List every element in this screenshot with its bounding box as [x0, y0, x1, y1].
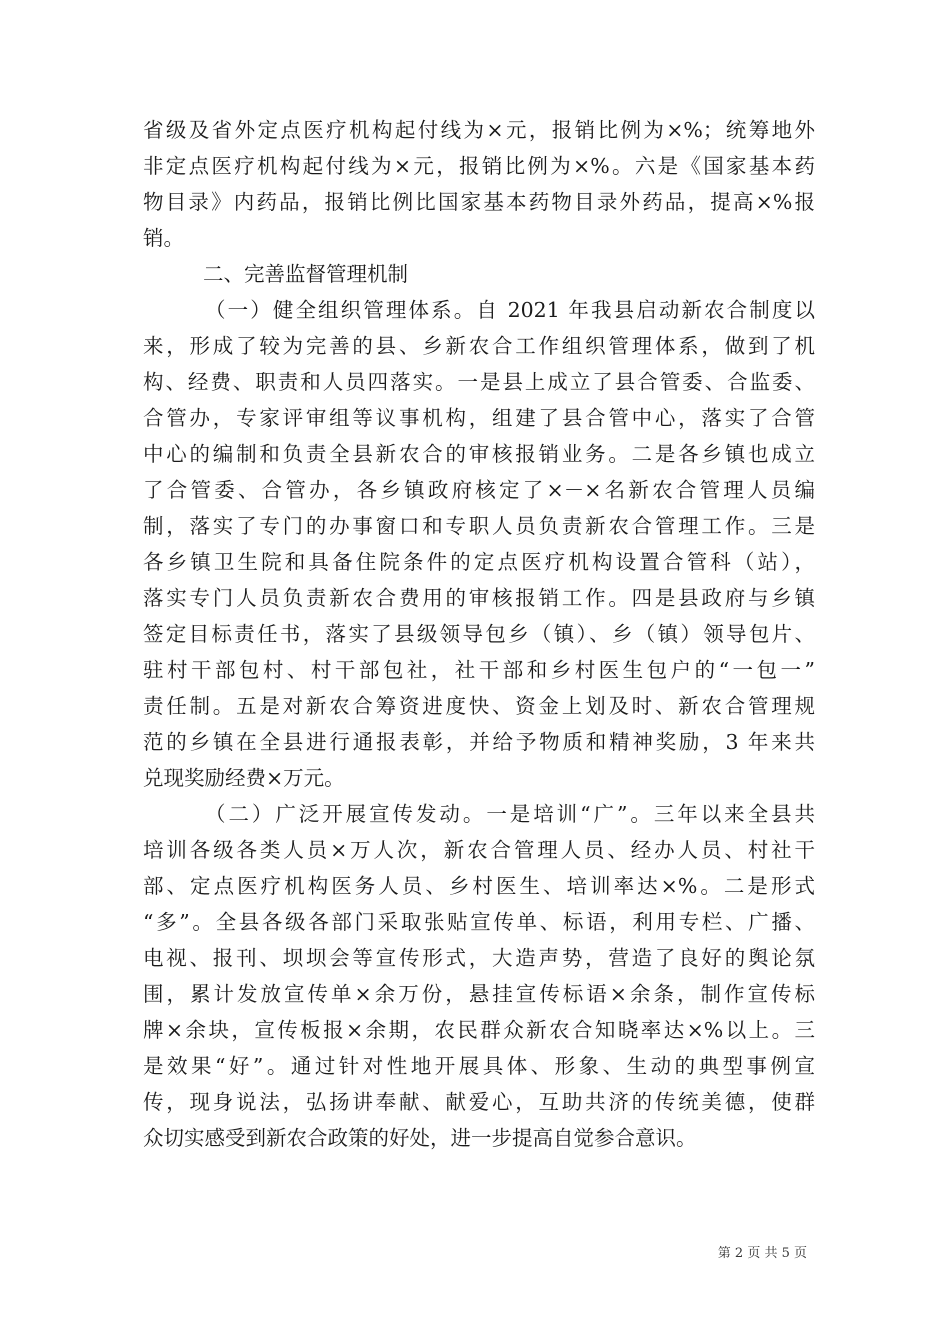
text-line: 构、经费、职责和人员四落实。一是县上成立了县合管委、合监委、 [143, 370, 815, 394]
text-line: 范的乡镇在全县进行通报表彰，并给予物质和精神奖励，3 年来共 [143, 730, 815, 754]
text-line: 各乡镇卫生院和具备住院条件的定点医疗机构设置合管科（站）， [143, 550, 815, 574]
text-line: 电视、报刊、坝坝会等宣传形式，大造声势，营造了良好的舆论氛 [143, 946, 815, 970]
text-line: 兑现奖励经费×万元。 [143, 766, 345, 790]
text-line: 培训各级各类人员×万人次，新农合管理人员、经办人员、村社干 [143, 838, 815, 862]
text-line: 围，累计发放宣传单×余万份，悬挂宣传标语×余条，制作宣传标 [143, 982, 815, 1006]
text-line: 签定目标责任书，落实了县级领导包乡（镇）、乡（镇）领导包片、 [143, 622, 815, 646]
text-line: 众切实感受到新农合政策的好处，进一步提高自觉参合意识。 [143, 1126, 697, 1150]
text-line: 销。 [143, 226, 184, 250]
text-line: 非定点医疗机构起付线为×元，报销比例为×%。六是《国家基本药 [143, 154, 815, 178]
text-line: 牌×余块，宣传板报×余期，农民群众新农合知晓率达×%以上。三 [143, 1018, 815, 1042]
text-line: （二）广泛开展宣传发动。一是培训“广”。三年以来全县共 [205, 802, 815, 826]
text-line: 责任制。五是对新农合筹资进度快、资金上划及时、新农合管理规 [143, 694, 815, 718]
section-heading: 二、完善监督管理机制 [203, 262, 408, 286]
text-line: “多”。全县各级各部门采取张贴宣传单、标语，利用专栏、广播、 [143, 910, 815, 934]
document-body [143, 112, 815, 1156]
text-line: （一）健全组织管理体系。自 2021 年我县启动新农合制度以 [205, 298, 815, 322]
text-line: 部、定点医疗机构医务人员、乡村医生、培训率达×%。二是形式 [143, 874, 815, 898]
text-line: 物目录》内药品，报销比例比国家基本药物目录外药品，提高×%报 [143, 190, 815, 214]
text-line: 制，落实了专门的办事窗口和专职人员负责新农合管理工作。三是 [143, 514, 815, 538]
text-line: 合管办，专家评审组等议事机构，组建了县合管中心，落实了合管 [143, 406, 815, 430]
text-line: 来，形成了较为完善的县、乡新农合工作组织管理体系，做到了机 [143, 334, 815, 358]
text-line: 落实专门人员负责新农合费用的审核报销工作。四是县政府与乡镇 [143, 586, 815, 610]
text-line: 中心的编制和负责全县新农合的审核报销业务。二是各乡镇也成立 [143, 442, 815, 466]
text-line: 省级及省外定点医疗机构起付线为×元，报销比例为×%；统筹地外 [143, 118, 815, 142]
text-line: 传，现身说法，弘扬讲奉献、献爱心，互助共济的传统美德，使群 [143, 1090, 815, 1114]
page-number-footer: 第 2 页 共 5 页 [717, 1246, 807, 1261]
text-line: 是效果“好”。通过针对性地开展具体、形象、生动的典型事例宣 [143, 1054, 815, 1078]
text-line: 了合管委、合管办，各乡镇政府核定了×－×名新农合管理人员编 [143, 478, 815, 502]
text-line: 驻村干部包村、村干部包社，社干部和乡村医生包户的“一包一” [143, 658, 815, 682]
